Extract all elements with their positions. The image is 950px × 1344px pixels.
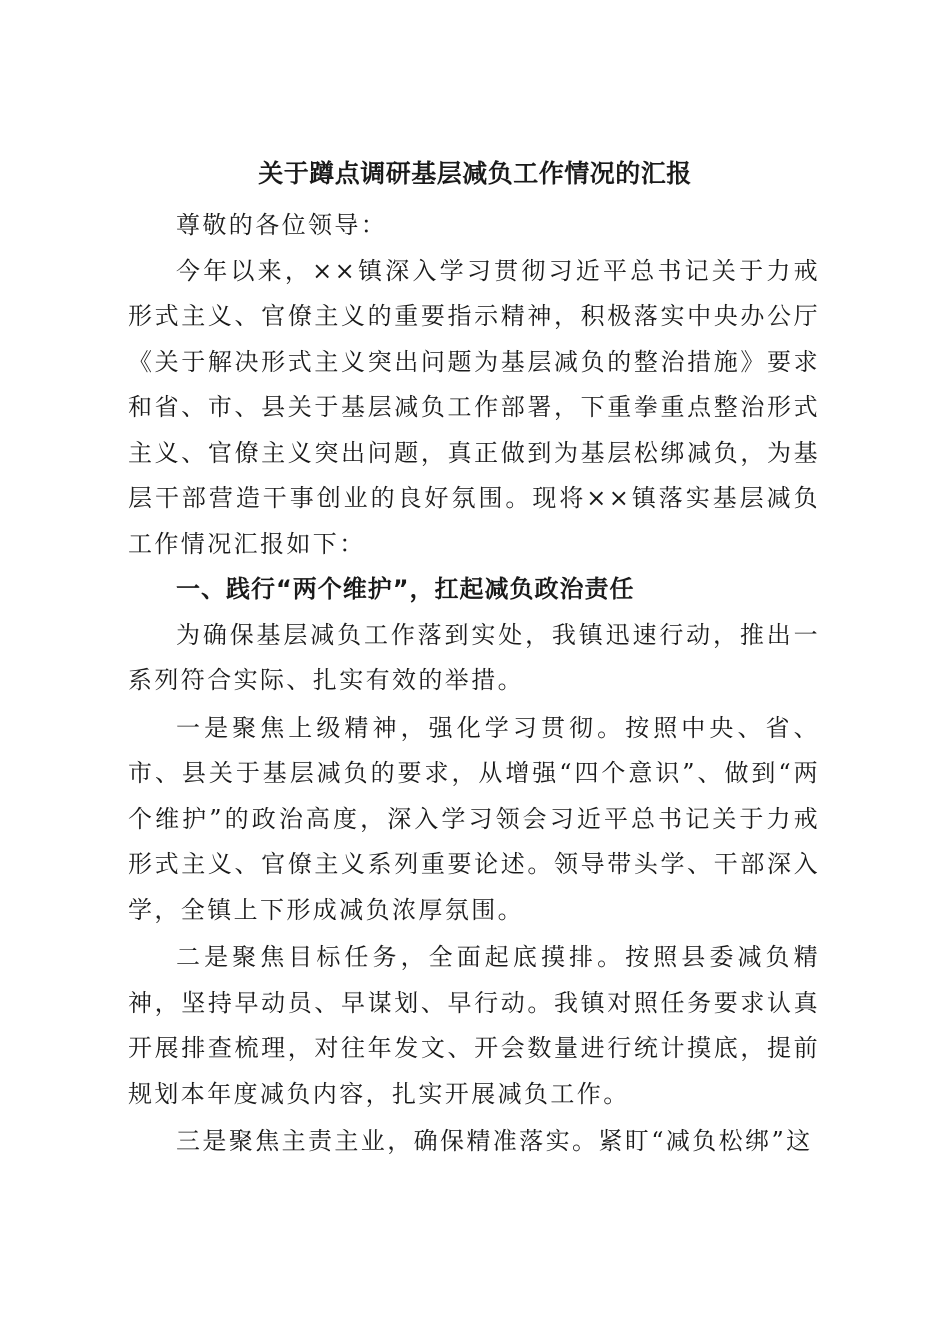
intro-paragraph: 今年以来，××镇深入学习贯彻习近平总书记关于力戒形式主义、官僚主义的重要指示精神，积极落实中央办公厅《关于解决形式主义突出问题为基层减负的整治措施》要求和省、市、县关于基层减负工作部署，下重拳重点整治形式主义、官僚主义突出问题，真正做到为基层松绑减负，为基层干部营造干事创业的良好氛围。现将××镇落实基层减负工作情况汇报如下： <box>128 256 820 558</box>
section-heading-1: 一、践行“两个维护”，扛起减负政治责任 <box>176 575 635 603</box>
section-1-item-1: 一是聚焦上级精神，强化学习贯彻。按照中央、省、市、县关于基层减负的要求，从增强“四个意识”、做到“两个维护”的政治高度，深入学习领会习近平总书记关于力戒形式主义、官僚主义系列重要论述。领导带头学、干部深入学，全镇上下形成减负浓厚氛围。 <box>128 713 820 924</box>
section-1-lead-paragraph: 为确保基层减负工作落到实处，我镇迅速行动，推出一系列符合实际、扎实有效的举措。 <box>128 620 820 694</box>
section-1-item-2: 二是聚焦目标任务，全面起底摸排。按照县委减负精神，坚持早动员、早谋划、早行动。我镇对照任务要求认真开展排查梳理，对往年发文、开会数量进行统计摸底，提前规划本年度减负内容，扎实开展减负工作。 <box>128 943 820 1108</box>
document-body <box>128 203 820 1165</box>
salutation: 尊敬的各位领导： <box>176 211 388 239</box>
section-1-item-3: 三是聚焦主责主业，确保精准落实。紧盯“减负松绑”这 <box>176 1127 813 1155</box>
document-title: 关于蹲点调研基层减负工作情况的汇报 <box>258 159 692 188</box>
